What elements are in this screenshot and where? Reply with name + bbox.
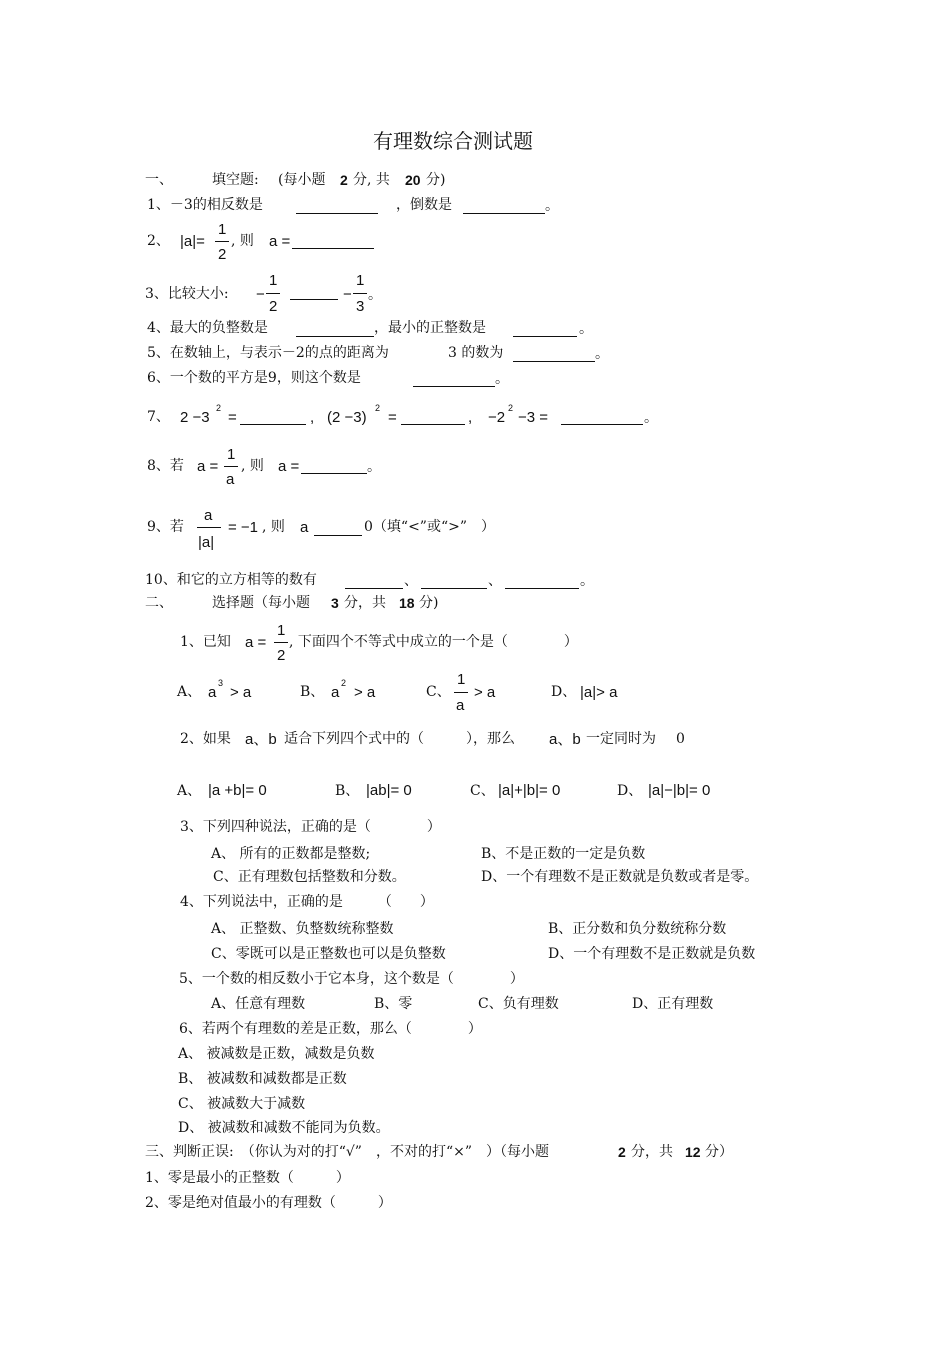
- q7-comma2: ,: [468, 409, 473, 426]
- q1-text-reciprocal: ，倒数是: [396, 197, 452, 213]
- q9-hint: 0（填“<”或“>” ）: [364, 519, 495, 535]
- c5-question: 5、一个数的相反数小于它本身，这个数是（ ）: [179, 971, 524, 987]
- c1-frac-bar: [274, 642, 288, 643]
- q8-frac-bar: [224, 466, 238, 467]
- q9-a: a: [300, 519, 309, 536]
- q7-expr2-exp: 2: [375, 403, 381, 413]
- c1-a-eq: a =: [245, 634, 267, 651]
- judge-item-1[interactable]: 1、零是最小的正整数（ ）: [145, 1170, 350, 1186]
- section1-points: 2: [340, 172, 348, 188]
- c2-option-d-expr: |a|−|b|= 0: [648, 782, 711, 799]
- q6-end: 。: [495, 371, 509, 387]
- c1-option-b-rest: > a: [354, 684, 376, 701]
- q9-then: , 则: [262, 519, 285, 535]
- c6-option-b[interactable]: B、 被减数和减数都是正数: [178, 1071, 347, 1087]
- section1-points-end: 分): [426, 172, 446, 188]
- c4-option-b[interactable]: B、正分数和负分数统称分数: [548, 921, 727, 937]
- c1-frac-num: 1: [277, 622, 286, 639]
- c1-option-a-exp: 3: [218, 678, 224, 688]
- q1-blank-reciprocal[interactable]: [463, 213, 545, 214]
- q4-text: 4、最大的负整数是: [147, 320, 268, 336]
- q7-blank3[interactable]: [561, 424, 643, 425]
- c6-option-c[interactable]: C、 被减数大于减数: [178, 1096, 306, 1112]
- section2-points-end: 分): [419, 595, 439, 611]
- q4-blank-negative[interactable]: [296, 336, 374, 337]
- c6-option-d[interactable]: D、 被减数和减数不能同为负数。: [178, 1120, 390, 1136]
- c1-option-b-exp: 2: [341, 678, 347, 688]
- c1-option-c-num: 1: [457, 671, 466, 688]
- section3-points: 2: [618, 1144, 626, 1160]
- q8-end: 。: [367, 459, 381, 475]
- section3-points-end: 分）: [705, 1144, 733, 1160]
- q7-blank1[interactable]: [240, 424, 306, 425]
- c2-option-a-label[interactable]: A、: [177, 783, 202, 799]
- section1-points-intro: (每小题: [278, 172, 326, 188]
- section1-label: 填空题:: [212, 172, 259, 188]
- c3-option-d[interactable]: D、一个有理数不是正数就是负数或者是零。: [481, 869, 759, 885]
- c1-option-a-rest: > a: [230, 684, 252, 701]
- q8-then: , 则: [241, 458, 264, 474]
- c2-text-c: 一定同时为: [586, 731, 656, 747]
- c1-option-c-label[interactable]: C、: [426, 684, 451, 700]
- q7-expr1-exp: 2: [216, 403, 222, 413]
- q8-number: 8、若: [147, 458, 184, 474]
- q2-frac-num: 1: [218, 221, 227, 238]
- q7-blank2[interactable]: [401, 424, 465, 425]
- q8-frac-den: a: [226, 471, 235, 488]
- q3-minus1: −: [256, 286, 265, 303]
- q8-frac-num: 1: [227, 446, 236, 463]
- q2-frac-den: 2: [218, 246, 227, 263]
- c3-option-b[interactable]: B、不是正数的一定是负数: [481, 846, 646, 862]
- q1-text: 1、－3的相反数是: [147, 197, 263, 213]
- q2-blank[interactable]: [292, 248, 374, 249]
- c2-option-c-expr: |a|+|b|= 0: [498, 782, 561, 799]
- q7-eq1: =: [228, 409, 237, 426]
- c1-option-a-label[interactable]: A、: [177, 684, 202, 700]
- q3-minus2: −: [343, 286, 352, 303]
- q10-sep1: 、: [404, 573, 418, 589]
- c2-option-d-label[interactable]: D、: [617, 783, 643, 799]
- q1-blank-opposite[interactable]: [296, 213, 378, 214]
- c5-option-b[interactable]: B、零: [374, 996, 413, 1012]
- q3-frac2-bar: [353, 293, 367, 294]
- section1-points-mid: 分, 共: [353, 172, 390, 188]
- section3-header: 三、判断正误: （你认为对的打“√” ，不对的打“×” ）（每小题: [145, 1144, 549, 1160]
- c1-question: , 下面四个不等式中成立的一个是（ ）: [289, 634, 578, 650]
- q1-end: 。: [545, 198, 559, 214]
- q2-frac-bar: [215, 241, 229, 242]
- q3-text: 3、比较大小:: [145, 286, 229, 302]
- q7-eq2: =: [388, 409, 397, 426]
- q3-blank[interactable]: [290, 299, 338, 300]
- q2-abs-expr: |a|=: [180, 233, 205, 250]
- c1-text: 1、已知: [180, 634, 231, 650]
- c2-text: 2、如果: [180, 731, 231, 747]
- c4-option-a[interactable]: A、 正整数、负整数统称整数: [211, 921, 394, 937]
- q9-number: 9、若: [147, 519, 184, 535]
- c1-option-a-base: a: [208, 684, 217, 701]
- q10-blank3[interactable]: [505, 588, 579, 589]
- c6-question: 6、若两个有理数的差是正数，那么（ ）: [179, 1021, 482, 1037]
- c2-option-c-label[interactable]: C、: [470, 783, 495, 799]
- c1-option-c-bar: [454, 692, 468, 693]
- q9-blank[interactable]: [314, 535, 362, 536]
- q5-end: 。: [595, 346, 609, 362]
- q10-blank1[interactable]: [345, 588, 403, 589]
- q4-text-positive: ，最小的正整数是: [374, 320, 486, 336]
- q7-expr2: (2 −3): [327, 409, 367, 426]
- c3-option-c[interactable]: C、正有理数包括整数和分数。: [213, 869, 406, 885]
- section3-points-mid: 分，共: [631, 1144, 673, 1160]
- section2-label: 选择题（每小题: [212, 595, 310, 611]
- c3-question: 3、下列四种说法，正确的是（ ）: [180, 819, 441, 835]
- q9-frac-num: a: [204, 507, 213, 524]
- q3-end: 。: [368, 287, 382, 303]
- section3-total: 12: [685, 1144, 701, 1160]
- c4-question: 4、下列说法中，正确的是 （ ）: [180, 894, 434, 910]
- c5-option-d[interactable]: D、正有理数: [632, 996, 714, 1012]
- q10-blank2[interactable]: [421, 588, 487, 589]
- c3-option-a[interactable]: A、 所有的正数都是整数;: [211, 846, 371, 862]
- c2-option-b-expr: |ab|= 0: [366, 782, 412, 799]
- q4-end: 。: [579, 321, 593, 337]
- q5-blank[interactable]: [513, 361, 595, 362]
- c6-option-a[interactable]: A、 被减数是正数，减数是负数: [178, 1046, 375, 1062]
- c1-option-c-den: a: [456, 697, 465, 714]
- q3-frac2-den: 3: [356, 298, 365, 315]
- q3-frac1-bar: [266, 293, 280, 294]
- section1-number: 一、: [145, 172, 173, 188]
- c4-option-c[interactable]: C、零既可以是正整数也可以是负整数: [211, 946, 446, 962]
- c2-option-a-expr: |a +b|= 0: [208, 782, 267, 799]
- c2-option-b-label[interactable]: B、: [335, 783, 360, 799]
- q7-expr3: −2: [488, 409, 506, 426]
- q2-then: , 则: [231, 233, 254, 249]
- q5-text: 5、在数轴上，与表示－2的点的距离为: [147, 345, 389, 361]
- q8-blank[interactable]: [301, 473, 367, 474]
- c1-option-b-label[interactable]: B、: [300, 684, 325, 700]
- c1-option-b-base: a: [331, 684, 340, 701]
- section2-points: 3: [331, 595, 339, 611]
- q10-sep2: 、: [488, 573, 502, 589]
- q7-expr1: 2 −3: [180, 409, 210, 426]
- c4-option-d[interactable]: D、一个有理数不是正数就是负数: [548, 946, 756, 962]
- q4-blank-positive[interactable]: [513, 336, 577, 337]
- q7-expr3-rest: −3 =: [518, 409, 549, 426]
- q10-end: 。: [580, 573, 594, 589]
- c2-text-b: 适合下列四个式中的（ ），那么: [284, 731, 515, 747]
- c2-ab2: a、b: [549, 731, 581, 748]
- c1-frac-den: 2: [277, 647, 286, 664]
- page-title: 有理数综合测试题: [373, 129, 533, 153]
- q8-a-eq: a =: [197, 458, 219, 475]
- q3-frac2-num: 1: [356, 272, 365, 289]
- c1-option-c-rest: > a: [474, 684, 496, 701]
- c2-ab: a、b: [245, 731, 277, 748]
- q7-comma1: ,: [310, 409, 315, 426]
- q10-text: 10、和它的立方相等的数有: [145, 572, 317, 588]
- q2-a-eq: a =: [269, 233, 291, 250]
- q9-frac-den: |a|: [198, 534, 215, 551]
- q8-a-eq2: a =: [278, 458, 300, 475]
- c5-option-c[interactable]: C、负有理数: [478, 996, 559, 1012]
- q9-frac-bar: [197, 527, 221, 528]
- judge-item-2[interactable]: 2、零是绝对值最小的有理数（ ）: [145, 1195, 392, 1211]
- section1-total: 20: [405, 172, 421, 188]
- q9-eq: = −1: [228, 519, 259, 536]
- c2-zero: 0: [676, 731, 685, 747]
- q7-expr3-exp: 2: [508, 403, 514, 413]
- section2-points-mid: 分，共: [344, 595, 386, 611]
- section2-number: 二、: [145, 595, 173, 611]
- q6-blank[interactable]: [413, 386, 495, 387]
- section2-total: 18: [399, 595, 415, 611]
- q3-frac1-num: 1: [269, 272, 278, 289]
- q5-text-b: 3 的数为: [448, 345, 504, 361]
- q3-frac1-den: 2: [269, 298, 278, 315]
- c1-option-d-expr: |a|> a: [580, 684, 618, 701]
- c1-option-d-label[interactable]: D、: [551, 684, 577, 700]
- q2-number: 2、: [147, 233, 170, 249]
- q6-text: 6、一个数的平方是9，则这个数是: [147, 370, 361, 386]
- q7-end: 。: [644, 410, 658, 426]
- q7-number: 7、: [147, 409, 170, 425]
- c5-option-a[interactable]: A、任意有理数: [211, 996, 306, 1012]
